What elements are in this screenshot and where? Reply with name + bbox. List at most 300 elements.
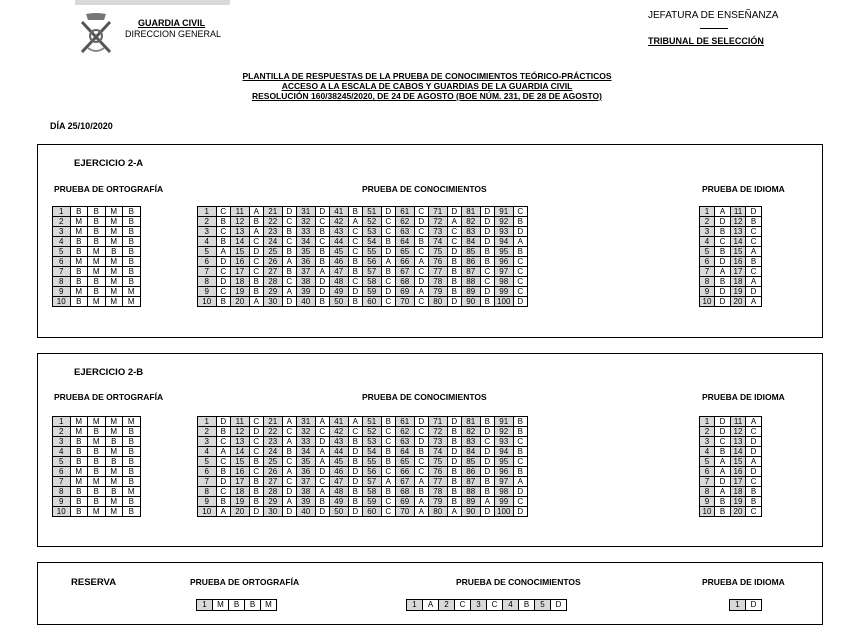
table-row [700, 417, 762, 427]
question-number: 96 [495, 257, 514, 267]
answer-cell: C [249, 237, 264, 247]
table-row [53, 467, 141, 477]
department-name: JEFATURA DE ENSEÑANZA [648, 10, 779, 21]
answer-cell: M [105, 227, 123, 237]
answer-cell: M [123, 487, 141, 497]
answer-cell: C [381, 427, 396, 437]
answer-cell: A [715, 267, 731, 277]
question-number: 60 [363, 507, 382, 517]
question-number: 79 [429, 287, 448, 297]
question-number: 84 [462, 447, 481, 457]
question-number: 18 [731, 487, 746, 497]
answer-cell: M [105, 277, 123, 287]
answer-cell: M [70, 427, 88, 437]
answer-cell: A [216, 247, 231, 257]
table-row [700, 437, 762, 447]
question-number: 86 [462, 257, 481, 267]
question-number: 95 [495, 247, 514, 257]
answer-cell: D [447, 447, 462, 457]
question-number: 16 [731, 467, 746, 477]
question-number: 75 [429, 247, 448, 257]
question-number: 12 [731, 427, 746, 437]
question-number: 89 [462, 497, 481, 507]
answer-cell: C [381, 437, 396, 447]
answer-cell: B [348, 487, 363, 497]
question-number: 4 [503, 600, 519, 611]
question-number: 34 [297, 237, 316, 247]
question-number: 89 [462, 287, 481, 297]
answer-cell: C [381, 497, 396, 507]
answer-cell: D [216, 257, 231, 267]
answer-cell: A [715, 207, 731, 217]
label-idioma: PRUEBA DE IDIOMA [702, 392, 785, 402]
answer-cell: D [315, 467, 330, 477]
question-number: 1 [198, 417, 217, 427]
question-number: 27 [264, 477, 283, 487]
question-number: 40 [297, 507, 316, 517]
table-row [198, 507, 528, 517]
question-number: 36 [297, 257, 316, 267]
question-number: 80 [429, 297, 448, 307]
question-number: 43 [330, 437, 349, 447]
answer-cell: D [447, 417, 462, 427]
question-number: 40 [297, 297, 316, 307]
answer-cell: M [70, 257, 88, 267]
answer-cell: D [381, 207, 396, 217]
question-number: 5 [700, 457, 715, 467]
answer-cell: D [480, 457, 495, 467]
answer-cell: C [746, 267, 762, 277]
answer-cell: B [348, 437, 363, 447]
answer-cell: B [746, 257, 762, 267]
question-number: 9 [198, 497, 217, 507]
question-number: 78 [429, 487, 448, 497]
table-row [198, 287, 528, 297]
table-row [53, 277, 141, 287]
question-number: 33 [297, 227, 316, 237]
question-number: 11 [731, 207, 746, 217]
question-number: 22 [264, 217, 283, 227]
answer-cell: M [123, 417, 141, 427]
answer-cell: B [88, 277, 106, 287]
answer-cell: B [88, 227, 106, 237]
answer-cell: D [746, 447, 762, 457]
table-row [700, 427, 762, 437]
answer-cell: C [513, 497, 528, 507]
question-number: 77 [429, 477, 448, 487]
question-number: 29 [264, 497, 283, 507]
answer-cell: M [123, 297, 141, 307]
answer-cell: B [123, 447, 141, 457]
answer-cell: B [229, 600, 245, 611]
answer-cell: D [282, 507, 297, 517]
answer-cell: B [123, 437, 141, 447]
answer-cell: D [480, 217, 495, 227]
answer-cell: C [381, 297, 396, 307]
question-number: 57 [363, 267, 382, 277]
table-row [198, 257, 528, 267]
exercise-title: EJERCICIO 2-B [74, 367, 144, 378]
answer-cell: A [447, 507, 462, 517]
label-conocimientos: PRUEBA DE CONOCIMIENTOS [456, 577, 581, 587]
answer-cell: D [480, 427, 495, 437]
question-number: 5 [700, 247, 715, 257]
question-number: 7 [198, 477, 217, 487]
divider [700, 28, 728, 29]
answer-cell: C [487, 600, 503, 611]
reserve-ortografia-grid [196, 599, 277, 611]
table-row [53, 217, 141, 227]
table-row [700, 477, 762, 487]
answer-cell: B [123, 497, 141, 507]
question-number: 10 [700, 507, 715, 517]
question-number: 17 [731, 477, 746, 487]
answer-cell: B [447, 477, 462, 487]
answer-cell: B [88, 287, 106, 297]
answer-cell: B [348, 497, 363, 507]
table-row [198, 297, 528, 307]
table-row [198, 277, 528, 287]
answer-cell: A [480, 497, 495, 507]
question-number: 75 [429, 457, 448, 467]
label-ortografia: PRUEBA DE ORTOGRAFÍA [190, 577, 300, 587]
question-number: 21 [264, 207, 283, 217]
answer-cell: B [315, 257, 330, 267]
answer-cell: B [123, 477, 141, 487]
question-number: 36 [297, 467, 316, 477]
answer-cell: M [88, 257, 106, 267]
table-row [53, 417, 141, 427]
question-number: 10 [700, 297, 715, 307]
answer-cell: A [715, 487, 731, 497]
question-number: 4 [700, 237, 715, 247]
question-number: 91 [495, 417, 514, 427]
answer-cell: B [70, 267, 88, 277]
question-number: 65 [396, 457, 415, 467]
table-row [53, 457, 141, 467]
answer-cell: D [348, 467, 363, 477]
answer-cell: D [480, 227, 495, 237]
table-row [198, 457, 528, 467]
table-row [53, 227, 141, 237]
answer-cell: M [88, 417, 106, 427]
question-number: 76 [429, 257, 448, 267]
question-number: 99 [495, 287, 514, 297]
question-number: 9 [53, 287, 71, 297]
question-number: 51 [363, 417, 382, 427]
question-number: 71 [429, 417, 448, 427]
answer-cell: C [414, 247, 429, 257]
question-number: 55 [363, 457, 382, 467]
answer-cell: C [249, 447, 264, 457]
question-number: 3 [700, 227, 715, 237]
question-number: 8 [53, 277, 71, 287]
question-number: 34 [297, 447, 316, 457]
answer-cell: C [381, 277, 396, 287]
question-number: 64 [396, 237, 415, 247]
question-number: 19 [731, 287, 746, 297]
question-number: 3 [198, 437, 217, 447]
answer-cell: B [381, 417, 396, 427]
answer-cell: M [105, 207, 123, 217]
doc-title-line1: PLANTILLA DE RESPUESTAS DE LA PRUEBA DE CONOCIMIENTOS TEÓRICO-PRÁCTICOS [242, 71, 612, 81]
answer-cell: D [282, 297, 297, 307]
answer-cell: B [447, 277, 462, 287]
question-number: 43 [330, 227, 349, 237]
answer-cell: M [88, 477, 106, 487]
table-row [198, 227, 528, 237]
table-row [700, 497, 762, 507]
answer-cell: D [249, 247, 264, 257]
question-number: 11 [231, 417, 250, 427]
question-number: 71 [429, 207, 448, 217]
question-number: 8 [700, 487, 715, 497]
table-row [700, 267, 762, 277]
question-number: 85 [462, 247, 481, 257]
answer-cell: B [88, 427, 106, 437]
answer-cell: M [105, 257, 123, 267]
question-number: 67 [396, 267, 415, 277]
answer-cell: C [315, 217, 330, 227]
answer-cell: A [746, 247, 762, 257]
question-number: 90 [462, 297, 481, 307]
answer-cell: C [348, 227, 363, 237]
question-number: 70 [396, 507, 415, 517]
question-number: 10 [53, 297, 71, 307]
question-number: 6 [53, 467, 71, 477]
question-number: 1 [53, 207, 71, 217]
question-number: 73 [429, 227, 448, 237]
answer-cell: A [315, 417, 330, 427]
question-number: 82 [462, 217, 481, 227]
question-number: 49 [330, 287, 349, 297]
answer-cell: B [348, 457, 363, 467]
question-number: 26 [264, 467, 283, 477]
table-row [700, 287, 762, 297]
question-number: 3 [700, 437, 715, 447]
question-number: 31 [297, 207, 316, 217]
answer-cell: C [513, 437, 528, 447]
label-conocimientos: PRUEBA DE CONOCIMIENTOS [362, 184, 487, 194]
answer-cell: C [414, 457, 429, 467]
answer-cell: M [88, 267, 106, 277]
question-number: 32 [297, 427, 316, 437]
question-number: 9 [700, 287, 715, 297]
question-number: 90 [462, 507, 481, 517]
answer-cell: C [513, 287, 528, 297]
question-number: 1 [198, 207, 217, 217]
question-number: 25 [264, 247, 283, 257]
question-number: 76 [429, 467, 448, 477]
question-number: 62 [396, 217, 415, 227]
question-number: 99 [495, 497, 514, 507]
answer-cell: C [746, 477, 762, 487]
answer-cell: B [123, 207, 141, 217]
question-number: 13 [231, 227, 250, 237]
idioma-grid [699, 206, 762, 307]
org-name: GUARDIA CIVIL [138, 18, 206, 28]
question-number: 50 [330, 297, 349, 307]
answer-cell: M [105, 287, 123, 297]
answer-cell: M [70, 467, 88, 477]
question-number: 21 [264, 417, 283, 427]
table-row [53, 497, 141, 507]
doc-title-line2: ACCESO A LA ESCALA DE CABOS Y GUARDIAS DE LA GUARDIA CIVIL [281, 81, 573, 91]
question-number: 69 [396, 497, 415, 507]
question-number: 30 [264, 297, 283, 307]
table-row [198, 267, 528, 277]
answer-cell: D [249, 427, 264, 437]
answer-cell: B [88, 217, 106, 227]
answer-cell: A [282, 417, 297, 427]
question-number: 42 [330, 217, 349, 227]
answer-cell: B [70, 497, 88, 507]
answer-cell: B [315, 247, 330, 257]
answer-cell: C [348, 427, 363, 437]
answer-cell: D [746, 437, 762, 447]
answer-cell: A [381, 257, 396, 267]
answer-cell: B [123, 427, 141, 437]
question-number: 100 [495, 297, 514, 307]
question-number: 6 [700, 467, 715, 477]
answer-cell: D [480, 237, 495, 247]
question-number: 42 [330, 427, 349, 437]
question-number: 58 [363, 277, 382, 287]
question-number: 11 [231, 207, 250, 217]
question-number: 62 [396, 427, 415, 437]
answer-cell: B [282, 227, 297, 237]
answer-cell: D [746, 207, 762, 217]
answer-cell: A [423, 600, 439, 611]
answer-cell: D [513, 487, 528, 497]
answer-cell: D [513, 507, 528, 517]
question-number: 2 [53, 427, 71, 437]
question-number: 5 [535, 600, 551, 611]
header-bar [75, 0, 230, 5]
answer-cell: D [551, 600, 567, 611]
answer-cell: M [105, 267, 123, 277]
table-row [53, 427, 141, 437]
answer-cell: B [381, 457, 396, 467]
question-number: 86 [462, 467, 481, 477]
question-number: 13 [731, 227, 746, 237]
question-number: 8 [700, 277, 715, 287]
answer-cell: B [348, 207, 363, 217]
question-number: 20 [231, 507, 250, 517]
answer-cell: B [414, 237, 429, 247]
answer-cell: B [715, 277, 731, 287]
question-number: 46 [330, 467, 349, 477]
answer-cell: B [513, 217, 528, 227]
answer-cell: M [105, 477, 123, 487]
answer-cell: D [315, 207, 330, 217]
question-number: 1 [53, 417, 71, 427]
answer-cell: B [249, 217, 264, 227]
question-number: 7 [700, 267, 715, 277]
answer-cell: B [414, 447, 429, 457]
answer-cell: B [447, 437, 462, 447]
answer-cell: C [746, 237, 762, 247]
answer-cell: M [213, 600, 229, 611]
question-number: 11 [731, 417, 746, 427]
answer-cell: D [414, 417, 429, 427]
exercise-box-2a [37, 144, 823, 338]
conocimientos-grid [197, 416, 528, 517]
question-number: 7 [53, 477, 71, 487]
question-number: 26 [264, 257, 283, 267]
answer-cell: B [123, 217, 141, 227]
answer-cell: B [249, 457, 264, 467]
answer-cell: B [245, 600, 261, 611]
answer-cell: C [414, 267, 429, 277]
answer-cell: B [216, 467, 231, 477]
question-number: 4 [53, 237, 71, 247]
question-number: 4 [198, 237, 217, 247]
answer-cell: A [447, 217, 462, 227]
question-number: 23 [264, 437, 283, 447]
answer-cell: B [216, 297, 231, 307]
table-row [53, 207, 141, 217]
answer-cell: A [249, 297, 264, 307]
question-number: 15 [731, 247, 746, 257]
question-number: 12 [231, 217, 250, 227]
answer-cell: B [480, 477, 495, 487]
question-number: 6 [53, 257, 71, 267]
answer-cell: A [746, 417, 762, 427]
answer-cell: A [282, 287, 297, 297]
question-number: 25 [264, 457, 283, 467]
question-number: 47 [330, 267, 349, 277]
answer-cell: B [513, 447, 528, 457]
doc-title-line3: RESOLUCIÓN 160/38245/2020, DE 24 DE AGOSTO (BOE NÚM. 231, DE 28 DE AGOSTO) [251, 91, 603, 101]
question-number: 23 [264, 227, 283, 237]
answer-cell: M [88, 437, 106, 447]
table-row [198, 207, 528, 217]
question-number: 93 [495, 227, 514, 237]
question-number: 6 [198, 257, 217, 267]
question-number: 8 [53, 487, 71, 497]
answer-cell: D [381, 247, 396, 257]
answer-cell: D [348, 507, 363, 517]
answer-cell: B [70, 207, 88, 217]
question-number: 84 [462, 237, 481, 247]
question-number: 14 [731, 447, 746, 457]
answer-cell: D [348, 477, 363, 487]
question-number: 95 [495, 457, 514, 467]
table-row [700, 487, 762, 497]
answer-cell: B [123, 277, 141, 287]
question-number: 7 [700, 477, 715, 487]
answer-cell: A [746, 457, 762, 467]
answer-cell: B [123, 267, 141, 277]
answer-cell: B [447, 287, 462, 297]
table-row [53, 447, 141, 457]
question-number: 20 [731, 507, 746, 517]
answer-cell: M [88, 247, 106, 257]
answer-cell: M [88, 507, 106, 517]
answer-cell: B [70, 487, 88, 497]
label-idioma: PRUEBA DE IDIOMA [702, 577, 785, 587]
answer-cell: D [216, 417, 231, 427]
answer-cell: D [480, 207, 495, 217]
answer-cell: A [315, 457, 330, 467]
answer-cell: D [249, 507, 264, 517]
reserve-idioma-grid [729, 599, 762, 611]
answer-cell: C [216, 487, 231, 497]
question-number: 17 [231, 477, 250, 487]
answer-cell: B [88, 487, 106, 497]
answer-cell: B [70, 507, 88, 517]
